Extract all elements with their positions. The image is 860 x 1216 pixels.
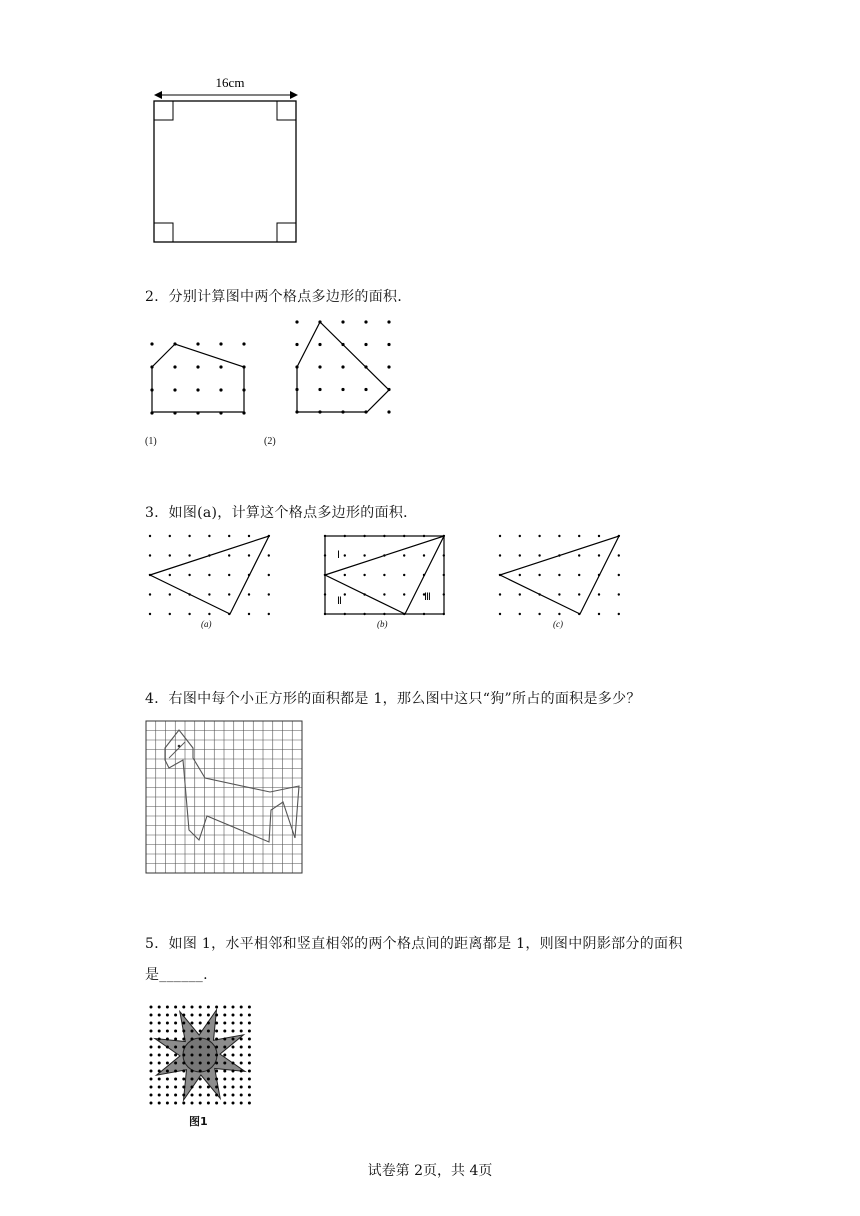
lattice-dot	[223, 1030, 226, 1033]
question-number: 4．	[145, 691, 169, 707]
lattice-dot	[188, 535, 190, 537]
lattice-dot	[158, 1078, 161, 1081]
lattice-dot	[166, 1078, 169, 1081]
lattice-dot	[223, 1046, 226, 1049]
lattice-dot	[242, 342, 245, 345]
lattice-dot	[248, 1030, 251, 1033]
lattice-dot	[223, 1006, 226, 1009]
lattice-dot	[191, 1014, 194, 1017]
lattice-dot	[174, 1014, 177, 1017]
lattice-dot	[232, 1046, 235, 1049]
lattice-dot	[383, 574, 385, 576]
lattice-dot	[169, 535, 171, 537]
lattice-dot	[499, 613, 501, 615]
lattice-dot	[538, 613, 540, 615]
lattice-dot	[166, 1006, 169, 1009]
lattice-dot	[240, 1006, 243, 1009]
lattice-dot	[199, 1094, 202, 1097]
lattice-dot	[150, 1094, 153, 1097]
lattice-dot	[228, 593, 230, 595]
lattice-dot	[363, 574, 365, 576]
lattice-dot	[248, 1070, 251, 1073]
lattice-dot	[150, 1070, 153, 1073]
lattice-dot	[199, 1014, 202, 1017]
figure-label-2: (2)	[264, 436, 276, 447]
lattice-dot	[166, 1086, 169, 1089]
lattice-dot	[232, 1006, 235, 1009]
lattice-dot	[240, 1078, 243, 1081]
dimension-label: 16cm	[215, 75, 245, 90]
lattice-dot	[166, 1030, 169, 1033]
lattice-dot	[182, 1038, 185, 1041]
star-lattice-figure	[145, 1003, 253, 1111]
lattice-dot	[166, 1070, 169, 1073]
lattice-dot	[199, 1102, 202, 1105]
lattice-dot	[618, 554, 620, 556]
lattice-dot	[215, 1054, 218, 1057]
lattice-dot	[191, 1070, 194, 1073]
lattice-dot	[169, 593, 171, 595]
lattice-dot	[215, 1102, 218, 1105]
question-5-line-1	[145, 933, 683, 953]
lattice-dot	[196, 365, 199, 368]
lattice-dot	[188, 613, 190, 615]
lattice-dot	[199, 1070, 202, 1073]
figure-label-a: (a)	[201, 619, 212, 629]
lattice-dot	[344, 574, 346, 576]
lattice-dot	[318, 388, 321, 391]
lattice-dot	[191, 1046, 194, 1049]
lattice-polygon-1	[140, 330, 260, 425]
lattice-dot	[215, 1014, 218, 1017]
lattice-dot	[169, 613, 171, 615]
lattice-dot	[196, 388, 199, 391]
lattice-dot	[248, 1062, 251, 1065]
lattice-dot	[158, 1014, 161, 1017]
lattice-dot	[174, 1102, 177, 1105]
lattice-dot	[173, 365, 176, 368]
lattice-dot	[618, 613, 620, 615]
lattice-dot	[240, 1070, 243, 1073]
lattice-dot	[499, 554, 501, 556]
lattice-dot	[182, 1102, 185, 1105]
lattice-dot	[191, 1022, 194, 1025]
lattice-dot	[150, 1086, 153, 1089]
lattice-dot	[519, 593, 521, 595]
lattice-dot	[174, 1094, 177, 1097]
question-text: 右图中每个小正方形的面积都是 1，那么图中这只“狗”所占的面积是多少？	[168, 691, 641, 707]
lattice-dot	[228, 574, 230, 576]
lattice-dot	[150, 1030, 153, 1033]
lattice-dot	[174, 1046, 177, 1049]
lattice-dot	[207, 1054, 210, 1057]
lattice-dot	[387, 410, 390, 413]
lattice-dot	[219, 342, 222, 345]
lattice-dot	[558, 535, 560, 537]
lattice-dot	[150, 1006, 153, 1009]
lattice-dot	[182, 1046, 185, 1049]
lattice-triangle-a	[140, 526, 280, 618]
lattice-dot	[150, 1062, 153, 1065]
lattice-dot	[199, 1038, 202, 1041]
lattice-dot	[166, 1102, 169, 1105]
lattice-dot	[182, 1022, 185, 1025]
lattice-dot	[248, 613, 250, 615]
lattice-dot	[248, 535, 250, 537]
lattice-dot	[149, 535, 151, 537]
lattice-dot	[232, 1054, 235, 1057]
lattice-dot	[248, 1078, 251, 1081]
lattice-dot	[188, 554, 190, 556]
lattice-dot	[232, 1102, 235, 1105]
lattice-dot	[248, 593, 250, 595]
lattice-dot	[158, 1070, 161, 1073]
lattice-dot	[150, 1078, 153, 1081]
question-4	[145, 688, 641, 708]
lattice-dot	[166, 1054, 169, 1057]
lattice-dot	[215, 1038, 218, 1041]
lattice-dot	[598, 593, 600, 595]
lattice-dot	[268, 554, 270, 556]
lattice-dot	[174, 1062, 177, 1065]
lattice-dot	[150, 342, 153, 345]
lattice-dot	[223, 1062, 226, 1065]
lattice-dot	[166, 1014, 169, 1017]
lattice-dot	[387, 320, 390, 323]
lattice-dot	[240, 1094, 243, 1097]
lattice-dot	[166, 1046, 169, 1049]
lattice-triangle-c	[490, 526, 630, 618]
lattice-dot	[174, 1086, 177, 1089]
lattice-dot	[199, 1062, 202, 1065]
lattice-dot	[240, 1030, 243, 1033]
lattice-dot	[207, 1102, 210, 1105]
lattice-dot	[158, 1054, 161, 1057]
question-2	[145, 286, 412, 306]
lattice-dot	[248, 1102, 251, 1105]
lattice-dot	[538, 554, 540, 556]
lattice-dot	[215, 1006, 218, 1009]
lattice-dot	[232, 1062, 235, 1065]
lattice-dot	[232, 1078, 235, 1081]
lattice-dot	[191, 1054, 194, 1057]
lattice-dot	[208, 535, 210, 537]
lattice-dot	[403, 554, 405, 556]
lattice-dot	[169, 574, 171, 576]
lattice-dot	[618, 574, 620, 576]
lattice-dot	[199, 1054, 202, 1057]
lattice-dot	[174, 1078, 177, 1081]
lattice-dot	[182, 1062, 185, 1065]
lattice-dot	[578, 535, 580, 537]
lattice-dot	[207, 1078, 210, 1081]
lattice-dot	[223, 1078, 226, 1081]
lattice-dot	[158, 1102, 161, 1105]
dog-grid-figure	[145, 720, 305, 876]
lattice-dot	[232, 1070, 235, 1073]
lattice-dot	[578, 593, 580, 595]
lattice-dot	[240, 1022, 243, 1025]
lattice-dot	[199, 1078, 202, 1081]
region-label-2: Ⅱ	[337, 596, 342, 607]
figure-label-1: (1)	[145, 436, 157, 447]
lattice-dot	[208, 593, 210, 595]
lattice-dot	[150, 1022, 153, 1025]
lattice-dot	[191, 1094, 194, 1097]
lattice-dot	[268, 593, 270, 595]
lattice-dot	[174, 1054, 177, 1057]
lattice-dot	[248, 1086, 251, 1089]
lattice-dot	[169, 554, 171, 556]
lattice-dot	[174, 1038, 177, 1041]
lattice-dot	[240, 1086, 243, 1089]
lattice-dot	[598, 554, 600, 556]
lattice-dot	[341, 388, 344, 391]
lattice-dot	[223, 1022, 226, 1025]
lattice-dot	[191, 1030, 194, 1033]
lattice-dot	[182, 1006, 185, 1009]
lattice-dot	[191, 1038, 194, 1041]
lattice-dot	[207, 1022, 210, 1025]
lattice-dot	[344, 554, 346, 556]
lattice-dot	[149, 593, 151, 595]
lattice-dot	[223, 1070, 226, 1073]
lattice-dot	[207, 1094, 210, 1097]
lattice-dot	[173, 388, 176, 391]
lattice-dot	[248, 1022, 251, 1025]
lattice-dot	[191, 1062, 194, 1065]
lattice-dot	[240, 1062, 243, 1065]
question-number: 2．	[145, 289, 169, 305]
lattice-dot	[150, 1038, 153, 1041]
lattice-dot	[558, 574, 560, 576]
lattice-dot	[182, 1078, 185, 1081]
lattice-dot	[223, 1038, 226, 1041]
lattice-dot	[268, 613, 270, 615]
lattice-dot	[232, 1038, 235, 1041]
lattice-dot	[207, 1006, 210, 1009]
question-text: 如图 1，水平相邻和竖直相邻的两个格点间的距离都是 1，则图中阴影部分的面积	[168, 936, 683, 952]
lattice-dot	[191, 1078, 194, 1081]
lattice-dot	[268, 574, 270, 576]
square-box-figure	[140, 70, 310, 250]
question-3	[145, 502, 418, 522]
lattice-dot	[174, 1022, 177, 1025]
lattice-dot	[318, 365, 321, 368]
lattice-dot	[223, 1014, 226, 1017]
lattice-dot	[387, 365, 390, 368]
lattice-dot	[149, 613, 151, 615]
lattice-dot	[578, 554, 580, 556]
lattice-dot	[149, 554, 151, 556]
lattice-dot	[174, 1070, 177, 1073]
lattice-dot	[150, 1046, 153, 1049]
lattice-dot	[232, 1014, 235, 1017]
lattice-dot	[248, 1038, 251, 1041]
lattice-dot	[364, 388, 367, 391]
lattice-dot	[240, 1054, 243, 1057]
lattice-dot	[207, 1046, 210, 1049]
lattice-dot	[199, 1022, 202, 1025]
lattice-dot	[240, 1038, 243, 1041]
lattice-dot	[598, 535, 600, 537]
lattice-dot	[248, 1094, 251, 1097]
lattice-dot	[182, 1054, 185, 1057]
lattice-dot	[150, 1102, 153, 1105]
lattice-dot	[182, 1014, 185, 1017]
figure-label-c: (c)	[553, 619, 563, 629]
lattice-polygon-2	[285, 312, 405, 425]
lattice-dot	[499, 535, 501, 537]
lattice-dot	[223, 1102, 226, 1105]
lattice-dot	[240, 1014, 243, 1017]
lattice-triangle-b	[315, 526, 455, 618]
lattice-dot	[182, 1094, 185, 1097]
lattice-dot	[158, 1030, 161, 1033]
region-label-3: Ⅲ	[424, 592, 431, 603]
question-text: 分别计算图中两个格点多边形的面积．	[168, 289, 412, 305]
lattice-dot	[182, 1030, 185, 1033]
lattice-dot	[519, 574, 521, 576]
lattice-dot	[158, 1086, 161, 1089]
lattice-dot	[191, 1102, 194, 1105]
lattice-dot	[158, 1094, 161, 1097]
lattice-dot	[219, 388, 222, 391]
lattice-dot	[240, 1102, 243, 1105]
lattice-dot	[166, 1022, 169, 1025]
lattice-dot	[248, 1054, 251, 1057]
lattice-dot	[158, 1062, 161, 1065]
lattice-dot	[199, 1030, 202, 1033]
lattice-dot	[295, 343, 298, 346]
lattice-dot	[166, 1038, 169, 1041]
lattice-dot	[341, 365, 344, 368]
lattice-dot	[248, 1006, 251, 1009]
lattice-dot	[207, 1030, 210, 1033]
lattice-dot	[150, 1054, 153, 1057]
lattice-dot	[223, 1054, 226, 1057]
lattice-dot	[207, 1062, 210, 1065]
lattice-dot	[341, 320, 344, 323]
lattice-dot	[228, 535, 230, 537]
lattice-dot	[219, 365, 222, 368]
lattice-dot	[207, 1038, 210, 1041]
lattice-dot	[215, 1022, 218, 1025]
lattice-dot	[182, 1086, 185, 1089]
page-footer: 试卷第 2页，共 4页	[367, 1163, 493, 1179]
lattice-dot	[558, 593, 560, 595]
lattice-dot	[618, 593, 620, 595]
lattice-dot	[363, 554, 365, 556]
lattice-dot	[223, 1094, 226, 1097]
lattice-dot	[158, 1022, 161, 1025]
lattice-dot	[215, 1062, 218, 1065]
lattice-dot	[295, 320, 298, 323]
lattice-dot	[519, 535, 521, 537]
lattice-dot	[403, 593, 405, 595]
lattice-dot	[248, 1014, 251, 1017]
lattice-dot	[519, 613, 521, 615]
lattice-dot	[232, 1086, 235, 1089]
lattice-dot	[196, 342, 199, 345]
lattice-dot	[519, 554, 521, 556]
question-5-line-2: 是______.	[145, 967, 208, 983]
lattice-dot	[207, 1070, 210, 1073]
lattice-dot	[199, 1086, 202, 1089]
lattice-dot	[191, 1006, 194, 1009]
lattice-dot	[344, 593, 346, 595]
lattice-dot	[208, 613, 210, 615]
lattice-dot	[208, 574, 210, 576]
lattice-dot	[387, 343, 390, 346]
lattice-dot	[383, 593, 385, 595]
lattice-dot	[166, 1062, 169, 1065]
lattice-dot	[248, 554, 250, 556]
lattice-dot	[188, 574, 190, 576]
lattice-dot	[174, 1030, 177, 1033]
lattice-dot	[232, 1022, 235, 1025]
lattice-dot	[166, 1094, 169, 1097]
lattice-dot	[232, 1094, 235, 1097]
lattice-dot	[240, 1046, 243, 1049]
lattice-dot	[191, 1086, 194, 1089]
lattice-dot	[158, 1038, 161, 1041]
lattice-dot	[158, 1006, 161, 1009]
lattice-dot	[150, 1014, 153, 1017]
lattice-dot	[174, 1006, 177, 1009]
lattice-dot	[364, 343, 367, 346]
question-number: 3．	[145, 505, 169, 521]
lattice-dot	[578, 574, 580, 576]
lattice-dot	[423, 554, 425, 556]
figure-label-b: (b)	[377, 619, 388, 629]
lattice-dot	[232, 1030, 235, 1033]
lattice-dot	[199, 1046, 202, 1049]
lattice-dot	[248, 1046, 251, 1049]
lattice-dot	[215, 1094, 218, 1097]
lattice-dot	[223, 1086, 226, 1089]
lattice-dot	[318, 343, 321, 346]
lattice-dot	[207, 1086, 210, 1089]
lattice-dot	[538, 535, 540, 537]
lattice-dot	[228, 554, 230, 556]
lattice-dot	[215, 1078, 218, 1081]
lattice-dot	[215, 1030, 218, 1033]
lattice-dot	[403, 574, 405, 576]
lattice-dot	[499, 593, 501, 595]
lattice-dot	[207, 1014, 210, 1017]
lattice-dot	[364, 320, 367, 323]
question-number: 5．	[145, 936, 169, 952]
figure-label-star: 图1	[189, 1115, 208, 1128]
lattice-dot	[558, 613, 560, 615]
lattice-dot	[538, 574, 540, 576]
lattice-dot	[215, 1070, 218, 1073]
question-text: 如图(a)，计算这个格点多边形的面积．	[168, 505, 418, 521]
lattice-dot	[158, 1046, 161, 1049]
lattice-dot	[182, 1070, 185, 1073]
lattice-dot	[199, 1006, 202, 1009]
lattice-dot	[598, 613, 600, 615]
region-label-1: Ⅰ	[337, 550, 340, 561]
lattice-dot	[215, 1046, 218, 1049]
lattice-dot	[215, 1086, 218, 1089]
